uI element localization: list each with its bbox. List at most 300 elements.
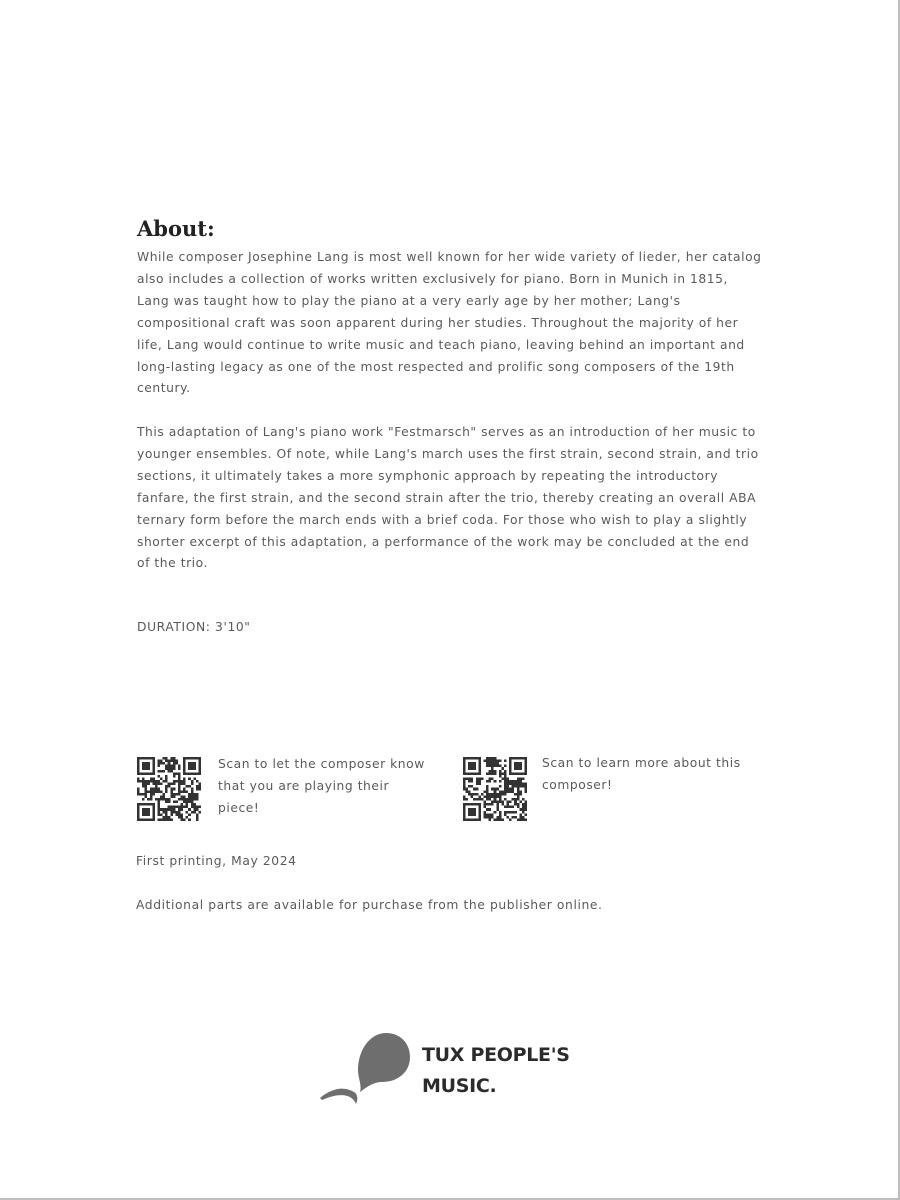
- qr-module: [170, 767, 173, 770]
- qr-module: [155, 785, 158, 788]
- about-paragraph-2: This adaptation of Lang's piano work "Festmarsch" serves as an introduction of her music to younger ensembles. Of note, while Lang's march uses the first strain, second strain, and trio sections, it ultimately takes a more symphonic approach by repeating the introductory fanfare, the first strain, and the second strain after the trio, thereby creating an overall ABA ternary form before the march ends with a brief coda. For those who wish to play a slightly shorter excerpt of this adaptation, a performance of the work may be concluded at the end of the trio.: [137, 425, 759, 571]
- qr-module: [175, 760, 178, 763]
- qr-module: [501, 801, 504, 804]
- qr-module: [173, 806, 176, 809]
- qr-module: [476, 777, 479, 780]
- qr-module: [196, 808, 199, 811]
- qr-module: [466, 777, 469, 780]
- qr-module: [491, 777, 494, 780]
- qr-module: [519, 790, 522, 793]
- swoosh-shape: [320, 1089, 357, 1104]
- qr-module: [496, 762, 499, 765]
- qr-module: [150, 777, 153, 780]
- qr-module: [191, 806, 194, 809]
- qr-module: [468, 777, 471, 780]
- qr-module: [165, 816, 168, 819]
- qr-module: [160, 762, 163, 765]
- qr-module: [476, 798, 479, 801]
- qr-module: [483, 790, 486, 793]
- qr-module: [486, 816, 489, 819]
- qr-module: [504, 775, 507, 778]
- qr-module: [170, 760, 173, 763]
- qr-finder-module: [468, 762, 476, 770]
- qr-module: [165, 818, 168, 821]
- qr-module: [517, 798, 520, 801]
- qr-module: [168, 762, 171, 765]
- qr-module: [173, 762, 176, 765]
- qr-module: [155, 788, 158, 791]
- qr-module: [466, 790, 469, 793]
- qr-module: [517, 793, 520, 796]
- qr-module: [514, 811, 517, 814]
- qr-module: [473, 798, 476, 801]
- qr-module: [524, 801, 527, 804]
- qr-module: [160, 760, 163, 763]
- qr-module: [494, 798, 497, 801]
- qr-module: [150, 788, 153, 791]
- qr-module: [178, 806, 181, 809]
- qr-module: [512, 785, 515, 788]
- qr-module: [504, 806, 507, 809]
- qr-module: [514, 801, 517, 804]
- qr-module: [507, 785, 510, 788]
- qr-module: [157, 780, 160, 783]
- qr-module: [155, 790, 158, 793]
- qr-module: [157, 788, 160, 791]
- qr-module: [193, 808, 196, 811]
- qr-module: [170, 813, 173, 816]
- qr-module: [178, 813, 181, 816]
- qr-module: [509, 806, 512, 809]
- qr-module: [183, 780, 186, 783]
- qr-module: [137, 777, 140, 780]
- qr-module: [196, 798, 199, 801]
- qr-module: [183, 790, 186, 793]
- qr-module: [514, 793, 517, 796]
- qr-module: [178, 767, 181, 770]
- qr-module: [494, 795, 497, 798]
- qr-module: [486, 790, 489, 793]
- qr-module: [178, 780, 181, 783]
- qr-module: [168, 767, 171, 770]
- qr-module: [489, 770, 492, 773]
- qr-module: [489, 808, 492, 811]
- qr-module: [473, 793, 476, 796]
- qr-module: [152, 788, 155, 791]
- qr-module: [519, 783, 522, 786]
- qr-module: [491, 770, 494, 773]
- qr-module: [168, 765, 171, 768]
- qr-module: [524, 785, 527, 788]
- qr-module: [463, 785, 466, 788]
- qr-module: [160, 783, 163, 786]
- qr-module: [496, 818, 499, 821]
- qr-module: [170, 793, 173, 796]
- qr-module: [504, 760, 507, 763]
- qr-module: [496, 803, 499, 806]
- qr-module: [494, 801, 497, 804]
- qr-module: [183, 818, 186, 821]
- qr-module: [137, 788, 140, 791]
- qr-module: [476, 783, 479, 786]
- qr-module: [165, 788, 168, 791]
- qr-module: [191, 803, 194, 806]
- qr-module: [173, 811, 176, 814]
- qr-module: [522, 777, 525, 780]
- qr-module: [142, 783, 145, 786]
- qr-module: [524, 818, 527, 821]
- qr-module: [491, 767, 494, 770]
- qr-module: [522, 785, 525, 788]
- qr-module: [522, 806, 525, 809]
- qr-module: [478, 777, 481, 780]
- qr-module: [157, 798, 160, 801]
- qr-module: [494, 762, 497, 765]
- qr-module: [142, 793, 145, 796]
- qr-module: [517, 783, 520, 786]
- about-heading: About:: [137, 216, 215, 241]
- qr-module: [517, 818, 520, 821]
- qr-module: [476, 780, 479, 783]
- qr-module: [463, 795, 466, 798]
- qr-caption-1: Scan to let the composer know that you are playing their piece!: [218, 757, 425, 815]
- qr-module: [145, 783, 148, 786]
- qr-module: [504, 777, 507, 780]
- qr-module: [486, 772, 489, 775]
- qr-module: [178, 785, 181, 788]
- qr-module: [491, 813, 494, 816]
- qr-module: [504, 813, 507, 816]
- qr-module: [501, 803, 504, 806]
- qr-module: [145, 788, 148, 791]
- qr-module: [517, 806, 520, 809]
- qr-module: [157, 811, 160, 814]
- qr-module: [150, 790, 153, 793]
- qr-module: [175, 762, 178, 765]
- qr-module: [157, 808, 160, 811]
- qr-module: [491, 788, 494, 791]
- qr-module: [494, 765, 497, 768]
- qr-module: [181, 795, 184, 798]
- qr-module: [489, 818, 492, 821]
- qr-module: [512, 816, 515, 819]
- qr-module: [468, 793, 471, 796]
- qr-module: [517, 780, 520, 783]
- qr-module: [165, 775, 168, 778]
- qr-module: [193, 777, 196, 780]
- qr-module: [175, 772, 178, 775]
- qr-module: [150, 795, 153, 798]
- qr-module: [165, 765, 168, 768]
- qr-module: [165, 811, 168, 814]
- qr-module: [157, 801, 160, 804]
- qr-module: [163, 811, 166, 814]
- qr-module: [486, 813, 489, 816]
- qr-module: [170, 808, 173, 811]
- qr-module: [471, 795, 474, 798]
- qr-module: [478, 798, 481, 801]
- qr-module: [499, 795, 502, 798]
- qr-module: [165, 780, 168, 783]
- qr-module: [483, 811, 486, 814]
- qr-finder-module: [142, 762, 150, 770]
- qr-code-icon[interactable]: [137, 757, 201, 821]
- qr-module: [512, 780, 515, 783]
- publisher-name: [422, 1040, 570, 1102]
- qr-module: [463, 777, 466, 780]
- qr-module: [178, 808, 181, 811]
- qr-module: [522, 818, 525, 821]
- qr-module: [160, 808, 163, 811]
- qr-module: [163, 793, 166, 796]
- qr-module: [507, 783, 510, 786]
- qr-code-icon[interactable]: [463, 757, 527, 821]
- qr-module: [486, 793, 489, 796]
- qr-module: [524, 788, 527, 791]
- qr-module: [489, 803, 492, 806]
- qr-module: [501, 777, 504, 780]
- qr-module: [514, 803, 517, 806]
- qr-module: [489, 813, 492, 816]
- qr-module: [186, 790, 189, 793]
- qr-module: [491, 795, 494, 798]
- qr-module: [163, 808, 166, 811]
- qr-module: [147, 790, 150, 793]
- qr-module: [191, 793, 194, 796]
- qr-module: [491, 762, 494, 765]
- qr-module: [473, 788, 476, 791]
- qr-module: [186, 785, 189, 788]
- qr-module: [173, 783, 176, 786]
- qr-module: [178, 783, 181, 786]
- qr-module: [471, 785, 474, 788]
- qr-module: [486, 762, 489, 765]
- qr-module: [157, 790, 160, 793]
- qr-module: [183, 806, 186, 809]
- qr-module: [140, 780, 143, 783]
- qr-module: [486, 803, 489, 806]
- qr-module: [160, 770, 163, 773]
- qr-module: [512, 788, 515, 791]
- qr-module: [193, 798, 196, 801]
- qr-module: [519, 785, 522, 788]
- qr-module: [524, 783, 527, 786]
- qr-module: [160, 777, 163, 780]
- qr-module: [150, 780, 153, 783]
- qr-module: [509, 811, 512, 814]
- qr-module: [481, 798, 484, 801]
- qr-module: [494, 770, 497, 773]
- qr-module: [186, 816, 189, 819]
- qr-module: [489, 793, 492, 796]
- qr-module: [524, 790, 527, 793]
- qr-module: [186, 806, 189, 809]
- qr-module: [507, 801, 510, 804]
- qr-module: [496, 801, 499, 804]
- qr-module: [504, 798, 507, 801]
- qr-module: [468, 780, 471, 783]
- printing-note: First printing, May 2024: [136, 854, 297, 868]
- qr-module: [483, 813, 486, 816]
- qr-module: [165, 808, 168, 811]
- qr-module: [165, 757, 168, 760]
- qr-module: [160, 790, 163, 793]
- qr-module: [524, 806, 527, 809]
- qr-module: [160, 813, 163, 816]
- qr-module: [517, 803, 520, 806]
- qr-module: [193, 795, 196, 798]
- qr-module: [468, 785, 471, 788]
- qr-module: [494, 818, 497, 821]
- qr-module: [145, 780, 148, 783]
- qr-module: [496, 806, 499, 809]
- qr-module: [509, 780, 512, 783]
- qr-module: [491, 803, 494, 806]
- qr-module: [163, 818, 166, 821]
- qr-module: [483, 801, 486, 804]
- qr-module: [198, 811, 201, 814]
- qr-module: [173, 793, 176, 796]
- qr-module: [178, 793, 181, 796]
- qr-module: [499, 816, 502, 819]
- qr-module: [486, 798, 489, 801]
- qr-module: [165, 801, 168, 804]
- qr-finder-module: [514, 762, 522, 770]
- qr-module: [496, 808, 499, 811]
- qr-module: [501, 818, 504, 821]
- qr-module: [496, 795, 499, 798]
- qr-module: [157, 775, 160, 778]
- qr-module: [489, 816, 492, 819]
- qr-module: [150, 798, 153, 801]
- qr-module: [183, 798, 186, 801]
- qr-module: [496, 765, 499, 768]
- qr-module: [150, 793, 153, 796]
- qr-module: [499, 785, 502, 788]
- qr-module: [522, 798, 525, 801]
- qr-module: [157, 762, 160, 765]
- qr-module: [181, 813, 184, 816]
- qr-module: [499, 760, 502, 763]
- qr-module: [163, 795, 166, 798]
- qr-module: [175, 801, 178, 804]
- qr-module: [198, 785, 201, 788]
- qr-module: [145, 785, 148, 788]
- qr-module: [481, 777, 484, 780]
- qr-module: [178, 788, 181, 791]
- qr-module: [522, 811, 525, 814]
- qr-module: [178, 765, 181, 768]
- qr-module: [509, 788, 512, 791]
- qr-module: [499, 798, 502, 801]
- qr-module: [178, 777, 181, 780]
- qr-module: [186, 801, 189, 804]
- qr-module: [486, 765, 489, 768]
- qr-module: [198, 788, 201, 791]
- publisher-logo-icon: [318, 1030, 418, 1110]
- qr-module: [191, 788, 194, 791]
- qr-module: [494, 772, 497, 775]
- qr-module: [491, 760, 494, 763]
- qr-module: [519, 808, 522, 811]
- qr-module: [504, 783, 507, 786]
- qr-module: [496, 760, 499, 763]
- qr-module: [181, 783, 184, 786]
- qr-module: [152, 790, 155, 793]
- qr-module: [198, 806, 201, 809]
- qr-module: [142, 777, 145, 780]
- qr-module: [463, 783, 466, 786]
- qr-module: [168, 770, 171, 773]
- qr-module: [491, 793, 494, 796]
- qr-module: [173, 808, 176, 811]
- qr-module: [168, 798, 171, 801]
- qr-module: [178, 816, 181, 819]
- qr-module: [501, 767, 504, 770]
- publisher-name-line-1: TUX PEOPLE'S: [422, 1044, 570, 1066]
- qr-module: [494, 793, 497, 796]
- qr-module: [168, 760, 171, 763]
- qr-module: [519, 793, 522, 796]
- qr-module: [491, 801, 494, 804]
- qr-module: [483, 803, 486, 806]
- qr-module: [170, 788, 173, 791]
- qr-module: [491, 757, 494, 760]
- qr-module: [168, 808, 171, 811]
- qr-module: [494, 760, 497, 763]
- qr-module: [504, 785, 507, 788]
- qr-module: [522, 803, 525, 806]
- qr-module: [157, 760, 160, 763]
- qr-module: [489, 760, 492, 763]
- about-paragraph-1: While composer Josephine Lang is most well known for her wide variety of lieder, her catalog also includes a collection of works written exclusively for piano. Born in Munich in 1815, Lang was taught how to play the piano at a very early age by her mother; Lang's compositional craft was soon apparent during her studies. Throughout the majority of her life, Lang would continue to write music and teach piano, leaving behind an important and long-lasting legacy as one of the most respected and prolific song composers of the 19th century.: [137, 250, 762, 396]
- qr-module: [147, 798, 150, 801]
- qr-caption-2: Scan to learn more about this composer!: [542, 756, 741, 792]
- qr-module: [193, 811, 196, 814]
- qr-module: [486, 760, 489, 763]
- qr-module: [494, 788, 497, 791]
- qr-module: [163, 780, 166, 783]
- qr-module: [494, 757, 497, 760]
- qr-module: [165, 767, 168, 770]
- qr-module: [181, 780, 184, 783]
- qr-module: [507, 788, 510, 791]
- qr-module: [509, 818, 512, 821]
- qr-module: [501, 790, 504, 793]
- qr-module: [157, 765, 160, 768]
- qr-module: [175, 793, 178, 796]
- qr-module: [165, 785, 168, 788]
- qr-module: [157, 813, 160, 816]
- qr-module: [170, 783, 173, 786]
- qr-module: [191, 798, 194, 801]
- qr-module: [181, 798, 184, 801]
- qr-module: [178, 775, 181, 778]
- qr-module: [168, 818, 171, 821]
- qr-module: [507, 790, 510, 793]
- qr-module: [504, 780, 507, 783]
- qr-module: [499, 765, 502, 768]
- qr-module: [147, 783, 150, 786]
- qr-module: [142, 780, 145, 783]
- qr-module: [496, 816, 499, 819]
- qr-module: [507, 816, 510, 819]
- qr-module: [191, 801, 194, 804]
- qr-module: [499, 813, 502, 816]
- qr-module: [486, 757, 489, 760]
- qr-module: [198, 783, 201, 786]
- qr-module: [157, 770, 160, 773]
